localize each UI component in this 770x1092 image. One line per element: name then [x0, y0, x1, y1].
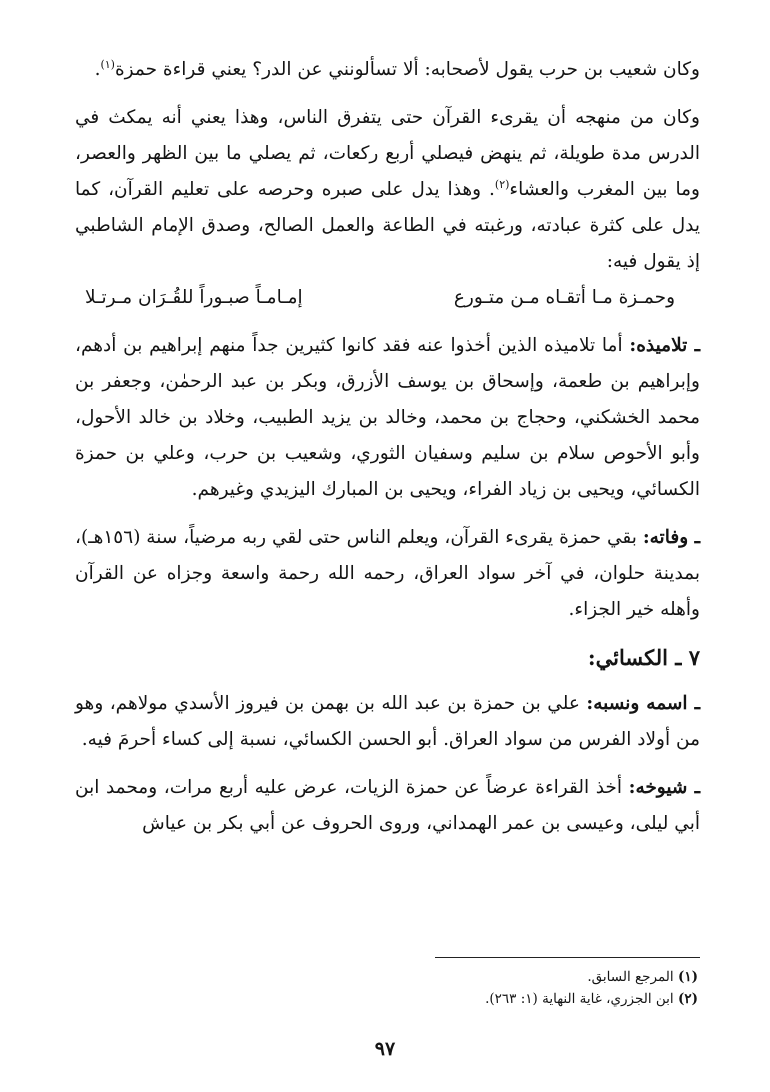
footnote-text: ابن الجزري، غاية النهاية (١: ٢٦٣). [485, 991, 674, 1007]
main-text [75, 52, 700, 842]
paragraph-students [75, 328, 700, 508]
death-text: بقي حمزة يقرىء القرآن، ويعلم الناس حتى لقي ربه مرضياً، سنة (١٥٦هـ)، بمدينة حلوان، في آخر سواد العراق، رحمه الله رحمة واسعة وجزاه عن القرآن وأهله خير الجزاء. [75, 527, 700, 620]
footnote-item [75, 966, 700, 988]
verse-second-hemistich: إمـامـاً صبـوراً للقُـرَان مـرتـلا [85, 287, 303, 308]
students-label: ـ تلاميذه: [629, 335, 701, 356]
name-lineage-label: ـ اسمه ونسبه: [586, 693, 700, 714]
poetry-verse [75, 280, 700, 316]
footnote-item [75, 988, 700, 1010]
teachers-label: ـ شيوخه: [628, 777, 700, 798]
footnote-divider [435, 957, 700, 958]
paragraph-text: وكان من منهجه أن يقرىء القرآن حتى يتفرق الناس، وهذا يعني أنه يمكث في الدرس مدة طويلة، ثم ينهض فيصلي أربع ركعات، ثم يصلي ما بين الظهر والعصر، وما بين المغرب والعشاء [75, 107, 700, 200]
footnote-ref-1: (١) [100, 57, 115, 71]
section-heading: ٧ ـ الكسائي: [587, 645, 700, 670]
footnote-text: المرجع السابق. [587, 969, 674, 985]
footnote-number: (١) [677, 969, 698, 985]
footnote-number: (٢) [677, 991, 698, 1007]
paragraph-name-lineage [75, 686, 700, 758]
footnote-ref-2: (٢) [494, 177, 510, 191]
students-text: أما تلاميذه الذين أخذوا عنه فقد كانوا كثيرين جداً منهم إبراهيم بن أدهم، وإبراهيم بن طعمة، وإسحاق بن يوسف الأزرق، وبكر بن عبد الرحمٰن، وجعفر بن محمد الخشكني، وحجاج بن محمد، وخالد بن يزيد الطبيب، وخلاد بن خالد الأحول، وأبو الأحوص سلام بن سليم وسفيان الثوري، وشعيب بن حرب، وعلي بن حمزة الكسائي، ويحيى بن زياد الفراء، ويحيى بن المبارك اليزيدي وغيرهم. [75, 335, 700, 500]
paragraph-text-continued: . وهذا يدل على صبره وحرصه على تعليم القرآن، كما يدل على كثرة عبادته، ورغبته في الطاعة والعمل الصالح، وصدق الإمام الشاطبي إذ يقول فيه: [75, 179, 700, 272]
death-label: ـ وفاته: [642, 527, 700, 548]
paragraph-teachers [75, 770, 700, 842]
paragraph-shuayb-quote [75, 52, 700, 88]
name-lineage-text: علي بن حمزة بن عبد الله بن بهمن بن فيروز الأسدي مولاهم، وهو من أولاد الفرس من سواد العراق. أبو الحسن الكسائي، نسبة إلى كساء أحرمَ فيه. [75, 693, 700, 750]
page-number: ٩٧ [374, 1038, 396, 1060]
footnotes [75, 966, 700, 1010]
paragraph-method [75, 100, 700, 280]
teachers-text: أخذ القراءة عرضاً عن حمزة الزيات، عرض عليه أربع مرات، ومحمد ابن أبي ليلى، وعيسى بن عمر الهمداني، وروى الحروف عن أبي بكر بن عياش [75, 777, 700, 834]
paragraph-text: وكان شعيب بن حرب يقول لأصحابه: ألا تسألونني عن الدر؟ يعني قراءة حمزة [114, 59, 700, 80]
paragraph-death [75, 520, 700, 628]
verse-first-hemistich: وحمـزة مـا أتقـاه مـن متـورع [453, 287, 675, 308]
paragraph-end: . [94, 59, 101, 80]
